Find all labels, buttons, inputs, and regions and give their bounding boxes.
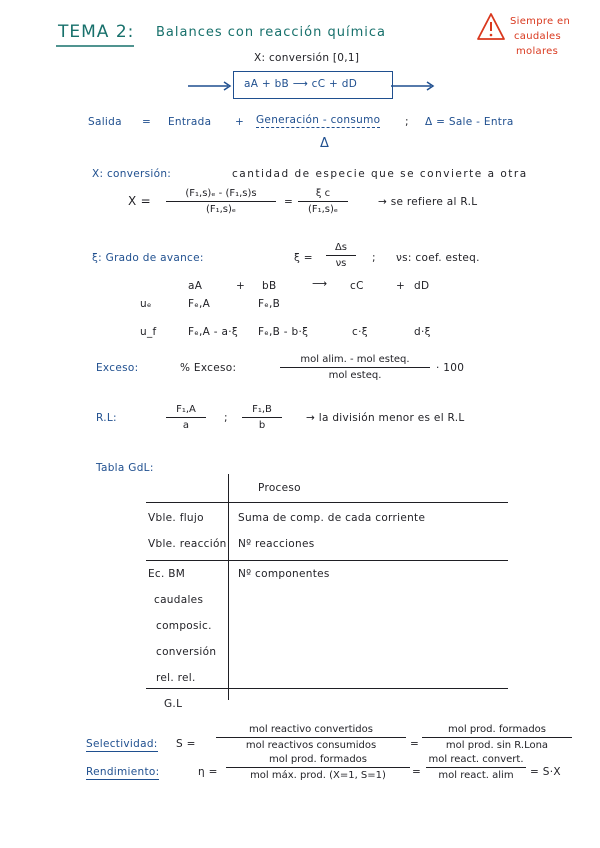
stoich-plus-2: + (396, 280, 406, 292)
selectivity-s-eq: S = (176, 738, 196, 750)
gdl-row-label: conversión (156, 646, 217, 658)
gdl-table-header: Proceso (258, 482, 301, 494)
warning-note (510, 14, 570, 59)
advance-label: ξ: Grado de avance: (92, 252, 204, 264)
advance-fraction-num: Δs (334, 242, 348, 253)
excess-fraction-num: mol alim. - mol esteq. (300, 354, 410, 365)
rl-fraction-b-num: F₁,B (252, 404, 272, 415)
page-title: TEMA 2: (58, 22, 135, 42)
rl-label: R.L: (96, 412, 117, 424)
conversion-note: → se refiere al R.L (378, 196, 478, 208)
warning-triangle-icon (476, 12, 506, 42)
gdl-row-label: caudales (154, 594, 204, 606)
yield-label (86, 766, 159, 778)
conversion-fraction-1-bar (166, 201, 276, 202)
stoich-react-b: bB (262, 280, 277, 292)
conversion-fraction-1-den: (F₁,s)ₑ (205, 204, 237, 215)
warning-note-line-2: caudales (514, 31, 561, 42)
rl-note: → la división menor es el R.L (306, 412, 465, 424)
gdl-row-value: Nº reacciones (238, 538, 315, 550)
stoich-row-e-b: Fₑ,B (258, 298, 281, 310)
gdl-table-bottom-line (146, 688, 508, 689)
conversion-fraction-1 (166, 188, 276, 215)
stoich-plus-1: + (236, 280, 246, 292)
conversion-fraction-2 (298, 188, 348, 215)
selectivity-fraction-2-bar (422, 737, 572, 738)
advance-xi-eq: ξ = (294, 252, 313, 264)
selectivity-fraction-1-num: mol reactivo convertidos (249, 724, 373, 735)
selectivity-fraction-1 (216, 724, 406, 751)
balance-plus: + (235, 116, 245, 128)
conversion-label: X: conversión [0,1] (254, 52, 360, 64)
gdl-row-label: Vble. reacción (148, 538, 227, 550)
yield-fraction-1 (226, 754, 410, 781)
yield-fraction-1-bar (226, 767, 410, 768)
stoich-prod-d: dD (414, 280, 430, 292)
stoich-row-f-d: d·ξ (414, 326, 431, 338)
rl-sep: ; (224, 412, 228, 424)
gdl-row-label: G.L (164, 698, 183, 710)
selectivity-label (86, 738, 158, 750)
conversion-fraction-2-den: (F₁,s)ₑ (307, 204, 339, 215)
selectivity-fraction-1-bar (216, 737, 406, 738)
gdl-table-header-line (146, 502, 508, 503)
conversion-fraction-1-num: (F₁,s)ₑ - (F₁,s)s (185, 188, 257, 199)
stoich-row-f-a: Fₑ,A - a·ξ (188, 326, 239, 338)
excess-mult: · 100 (436, 362, 465, 374)
selectivity-fraction-2-den: mol prod. sin R.Lona (445, 740, 549, 751)
balance-delta: Δ = Sale - Entra (425, 116, 514, 128)
balance-sep: ; (405, 116, 409, 128)
excess-fraction-bar (280, 367, 430, 368)
stoich-row-f-b: Fₑ,B - b·ξ (258, 326, 309, 338)
gdl-table-vline (228, 474, 229, 700)
selectivity-eq: = (410, 738, 420, 750)
rl-fraction-a-num: F₁,A (176, 404, 196, 415)
advance-sep: ; (372, 252, 376, 264)
yield-tail: = S·X (530, 766, 561, 778)
rl-fraction-b (242, 404, 282, 431)
reaction-equation: aA + bB ⟶ cC + dD (244, 78, 358, 90)
advance-fraction-den: νs (335, 258, 347, 269)
selectivity-fraction-1-den: mol reactivos consumidos (245, 740, 377, 751)
warning-note-line-1: Siempre en (510, 16, 571, 27)
stoich-arrow: ⟶ (312, 278, 328, 290)
stoich-react-a: aA (188, 280, 203, 292)
gdl-row-value: Suma de comp. de cada corriente (238, 512, 426, 524)
rl-fraction-b-den: b (258, 420, 266, 431)
excess-pct: % Exceso: (180, 362, 237, 374)
yield-fraction-1-num: mol prod. formados (269, 754, 367, 765)
yield-fraction-2-num: mol react. convert. (428, 754, 524, 765)
yield-fraction-2-den: mol react. alim (438, 770, 514, 781)
warning-note-line-3: molares (516, 46, 559, 57)
gdl-row-label: Ec. BM (148, 568, 186, 580)
conversion-def-text: cantidad de especie que se convierte a otra (232, 168, 528, 180)
balance-delta-below: Δ (320, 136, 330, 151)
excess-fraction-den: mol esteq. (328, 370, 382, 381)
conversion-fraction-2-bar (298, 201, 348, 202)
stoich-prod-c: cC (350, 280, 364, 292)
balance-entrada: Entrada (168, 116, 212, 128)
yield-label-text: Rendimiento: (86, 766, 160, 778)
gdl-row-value: Nº componentes (238, 568, 330, 580)
balance-salida: Salida (88, 116, 122, 128)
advance-note: νs: coef. esteq. (396, 252, 480, 264)
gdl-row-label: composic. (156, 620, 212, 632)
title-underline (56, 44, 136, 48)
gdl-row-label: Vble. flujo (148, 512, 204, 524)
stoich-row-f-label: u_f (140, 326, 157, 338)
rl-fraction-a-bar (166, 417, 206, 418)
yield-fraction-1-den: mol máx. prod. (X=1, S=1) (250, 770, 386, 781)
inlet-arrow-icon (188, 82, 234, 90)
selectivity-fraction-2 (422, 724, 572, 751)
rl-fraction-b-bar (242, 417, 282, 418)
excess-label: Exceso: (96, 362, 139, 374)
conversion-x-eq: X = (128, 194, 151, 208)
stoich-row-e-a: Fₑ,A (188, 298, 211, 310)
excess-fraction (280, 354, 430, 381)
yield-eq: = (412, 766, 422, 778)
balance-generation-text: Generación - consumo (256, 114, 381, 126)
yield-fraction-2-bar (426, 767, 526, 768)
rl-fraction-a (166, 404, 206, 431)
yield-fraction-2 (426, 754, 526, 781)
stoich-row-e-label: uₑ (140, 298, 152, 310)
yield-eta-eq: η = (198, 766, 218, 778)
advance-fraction-bar (326, 255, 356, 256)
selectivity-label-text: Selectividad: (86, 738, 158, 750)
advance-fraction (326, 242, 356, 269)
stoich-row-f-c: c·ξ (352, 326, 368, 338)
rl-fraction-a-den: a (182, 420, 190, 431)
gdl-table-title: Tabla GdL: (96, 462, 154, 474)
conversion-eq2: = (284, 196, 294, 208)
conversion-fraction-2-num: ξ c (315, 188, 331, 199)
conversion-def-label: X: conversión: (92, 168, 172, 180)
gdl-row-label: rel. rel. (156, 672, 196, 684)
selectivity-fraction-2-num: mol prod. formados (448, 724, 546, 735)
outlet-arrow-icon (391, 82, 437, 90)
balance-eq: = (142, 116, 152, 128)
gdl-table-mid-line (146, 560, 508, 561)
page-subtitle: Balances con reacción química (156, 25, 386, 40)
balance-generation (256, 114, 380, 126)
